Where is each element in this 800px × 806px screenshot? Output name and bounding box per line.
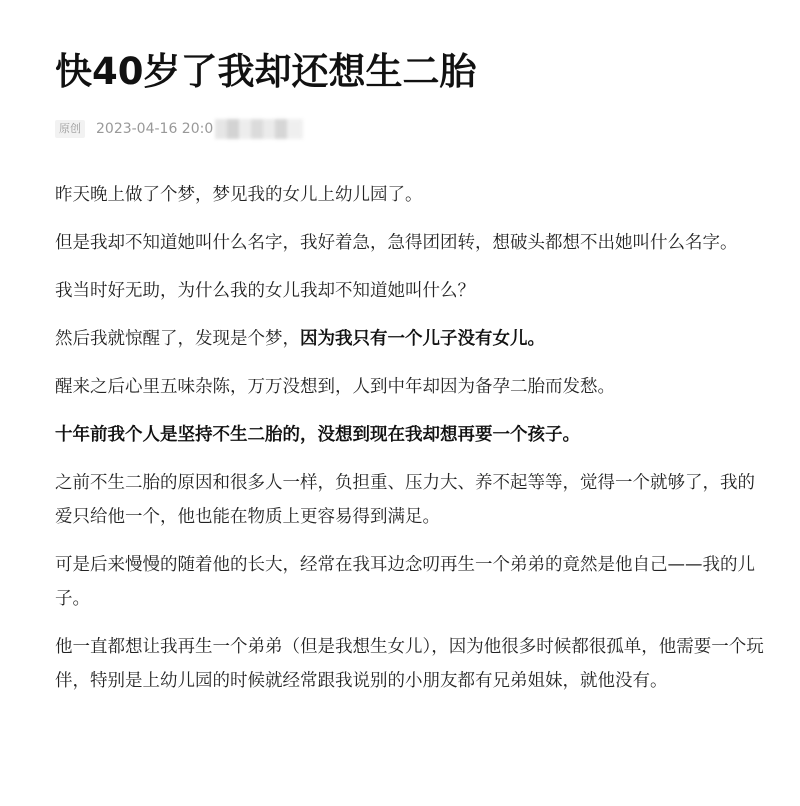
original-badge: 原创 [55, 120, 85, 138]
paragraph-2 [55, 226, 767, 260]
paragraph-4 [55, 322, 767, 356]
paragraph-text: 然后我就惊醒了，发现是个梦， [55, 329, 300, 349]
paragraph-text: 醒来之后心里五味杂陈，万万没想到，人到中年却因为备孕二胎而发愁。 [55, 377, 615, 397]
paragraph-text: 但是我却不知道她叫什么名字，我好着急，急得团团转，想破头都想不出她叫什么名字。 [55, 233, 738, 253]
paragraph-bold-text: 十年前我个人是坚持不生二胎的，没想到现在我却想再要一个孩子。 [55, 425, 580, 445]
paragraph-5 [55, 370, 767, 404]
publish-date: 2023-04-16 20:0 [96, 121, 214, 137]
paragraph-1 [55, 178, 767, 212]
paragraph-text: 之前不生二胎的原因和很多人一样，负担重、压力大、养不起等等，觉得一个就够了，我的爱只给他一个，他也能在物质上更容易得到满足。 [55, 473, 755, 527]
article-body [55, 178, 767, 712]
paragraph-bold-text: 因为我只有一个儿子没有女儿。 [300, 329, 545, 349]
paragraph-text: 昨天晚上做了个梦，梦见我的女儿上幼儿园了。 [55, 185, 423, 205]
blurred-redaction [215, 119, 303, 139]
paragraph-text: 可是后来慢慢的随着他的长大，经常在我耳边念叨再生一个弟弟的竟然是他自己——我的儿子。 [55, 555, 755, 609]
paragraph-9 [55, 630, 767, 698]
paragraph-8 [55, 548, 767, 616]
article-meta [55, 118, 303, 140]
paragraph-6 [55, 418, 767, 452]
paragraph-3 [55, 274, 767, 308]
paragraph-text: 他一直都想让我再生一个弟弟（但是我想生女儿），因为他很多时候都很孤单，他需要一个玩伴，特别是上幼儿园的时候就经常跟我说别的小朋友都有兄弟姐妹，就他没有。 [55, 637, 764, 691]
paragraph-text: 我当时好无助，为什么我的女儿我却不知道她叫什么？ [55, 281, 475, 301]
paragraph-7 [55, 466, 767, 534]
article-title: 快40岁了我却还想生二胎 [55, 50, 477, 93]
